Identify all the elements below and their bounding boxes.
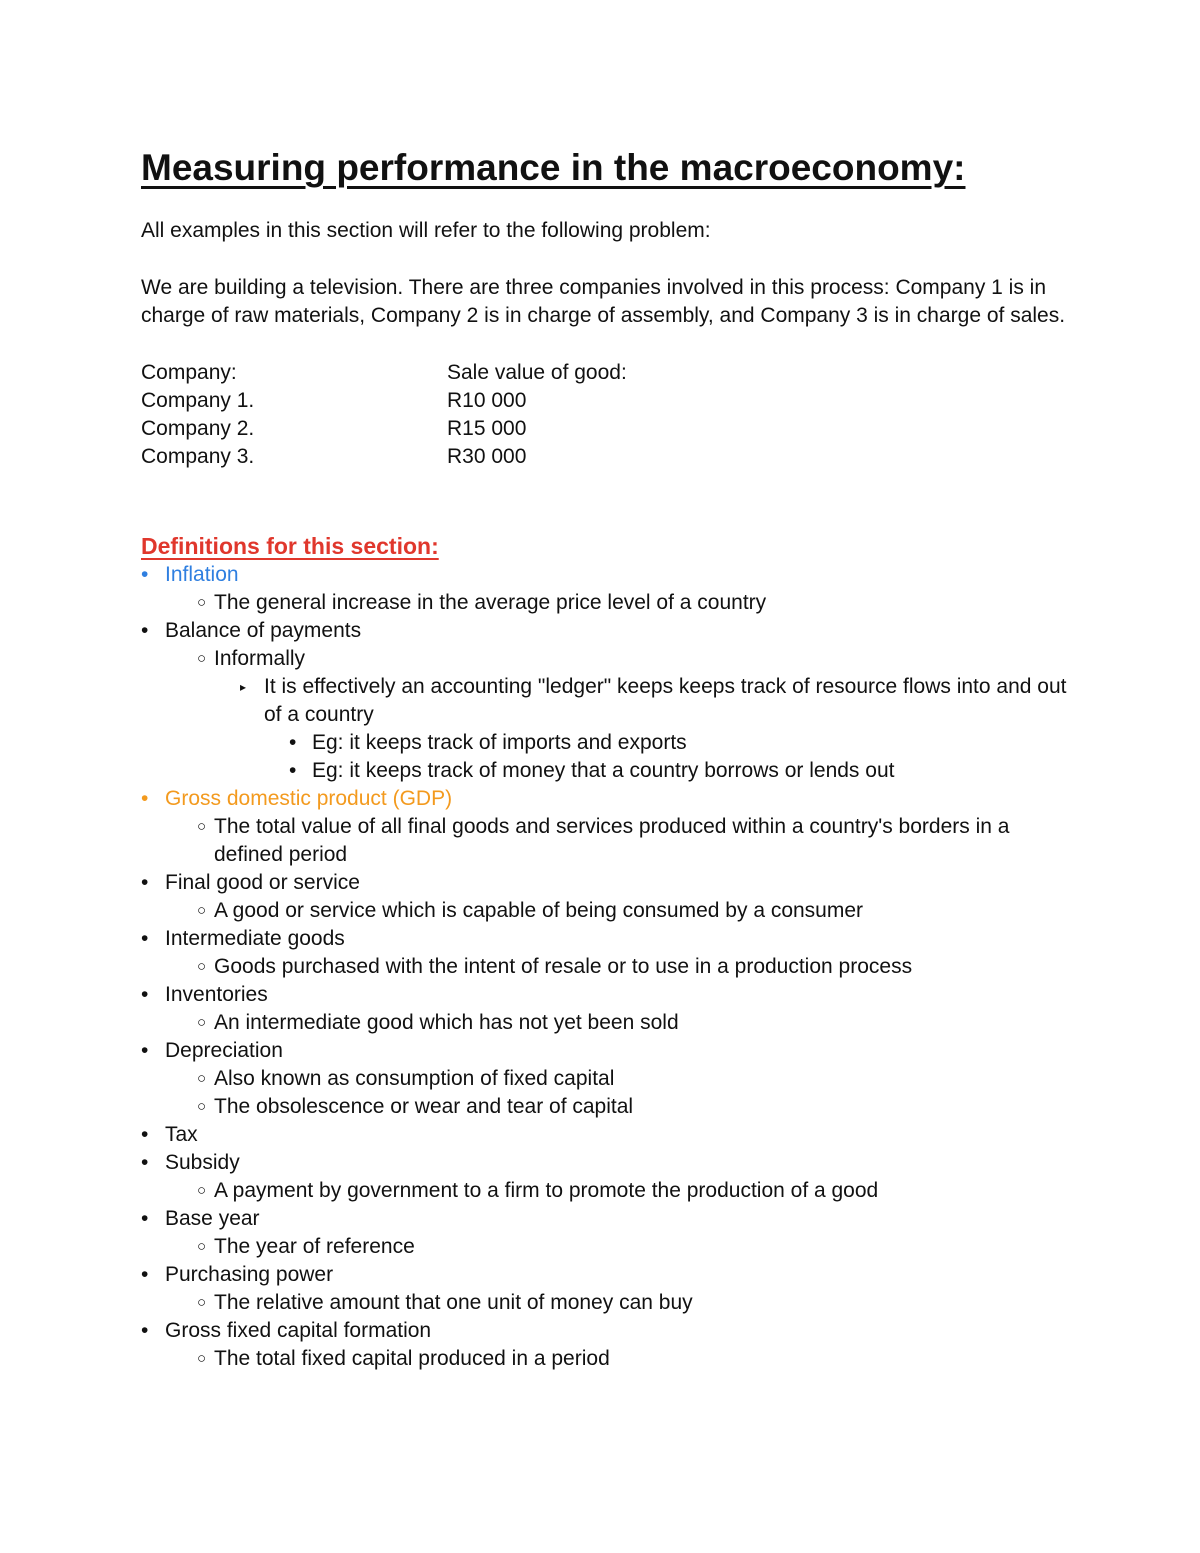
definition-item-level-1 — [141, 1149, 1081, 1177]
bullet-dot-icon: • — [141, 1263, 149, 1286]
definition-item-level-1 — [141, 1317, 1081, 1345]
document-title: Measuring performance in the macroeconomy: — [141, 147, 966, 188]
bullet-circle-icon: ○ — [197, 1350, 207, 1367]
definition-text: Gross domestic product (GDP) — [165, 787, 453, 810]
definition-text: Inventories — [165, 983, 268, 1006]
bullet-dot-icon: • — [141, 1039, 149, 1062]
document-page — [141, 140, 1081, 1373]
definition-item-level-1 — [141, 617, 1081, 645]
definition-text: Informally — [214, 647, 306, 670]
definition-text: The general increase in the average price level of a country — [214, 591, 767, 614]
definition-text: Purchasing power — [165, 1263, 334, 1286]
definition-text: Also known as consumption of fixed capital — [214, 1067, 615, 1090]
problem-text: We are building a television. There are three companies involved in this process: Company 1 is in charge of raw materials, Company 2 is in charge of assembly, and Company 3 is in charge of sales. — [141, 276, 1066, 327]
definition-item-level-1 — [141, 1261, 1081, 1289]
bullet-dot-icon: • — [141, 1151, 149, 1174]
sale-value: R15 000 — [447, 417, 527, 440]
bullet-circle-icon: ○ — [197, 1294, 207, 1311]
definition-item-level-2 — [141, 1345, 1081, 1373]
definition-item-level-4 — [141, 729, 1081, 757]
definitions-heading: Definitions for this section: — [141, 533, 439, 559]
bullet-circle-icon: ○ — [197, 1238, 207, 1255]
definition-text: Gross fixed capital formation — [165, 1319, 432, 1342]
definition-item-level-2 — [141, 1233, 1081, 1261]
definition-item-level-2 — [141, 1093, 1081, 1121]
definition-text: Eg: it keeps track of money that a country borrows or lends out — [312, 759, 895, 782]
table-row — [141, 443, 1081, 471]
definitions-list — [141, 561, 1081, 1373]
definition-text: Base year — [165, 1207, 260, 1230]
definition-text: The total value of all final goods and services produced within a country's borders in a defined period — [214, 815, 1010, 866]
bullet-dot-icon: • — [289, 731, 297, 754]
definition-item-level-1 — [141, 925, 1081, 953]
bullet-circle-icon: ○ — [197, 594, 207, 611]
definition-text: Tax — [165, 1123, 198, 1146]
definition-text: An intermediate good which has not yet been sold — [214, 1011, 679, 1034]
definition-item-level-2 — [141, 953, 1081, 981]
table-header — [141, 359, 1081, 387]
bullet-circle-icon: ○ — [197, 1014, 207, 1031]
definition-item-level-2 — [141, 897, 1081, 925]
definition-text: Balance of payments — [165, 619, 362, 642]
definition-text: The relative amount that one unit of money can buy — [214, 1291, 693, 1314]
company-name: Company 3. — [141, 445, 255, 468]
definition-item-level-1 — [141, 1121, 1081, 1149]
definition-item-level-1 — [141, 869, 1081, 897]
definition-text: Depreciation — [165, 1039, 283, 1062]
intro-text: All examples in this section will refer to the following problem: — [141, 219, 711, 242]
definition-text: Final good or service — [165, 871, 360, 894]
bullet-dot-icon: • — [141, 619, 149, 642]
definition-item-level-2 — [141, 1065, 1081, 1093]
definition-item-level-1 — [141, 1037, 1081, 1065]
definition-text: It is effectively an accounting "ledger" keeps keeps track of resource flows into and out of a country — [264, 675, 1067, 726]
bullet-dot-icon: • — [141, 1319, 149, 1342]
bullet-dot-icon: • — [141, 563, 149, 586]
bullet-dot-icon: • — [141, 983, 149, 1006]
definition-text: A good or service which is capable of being consumed by a consumer — [214, 899, 864, 922]
definition-text: Goods purchased with the intent of resale or to use in a production process — [214, 955, 913, 978]
definition-text: The obsolescence or wear and tear of capital — [214, 1095, 634, 1118]
definition-text: Subsidy — [165, 1151, 240, 1174]
definition-item-level-1 — [141, 981, 1081, 1009]
bullet-circle-icon: ○ — [197, 818, 207, 835]
definition-item-level-2 — [141, 1289, 1081, 1317]
definition-text: Intermediate goods — [165, 927, 345, 950]
definition-item-level-2 — [141, 1177, 1081, 1205]
company-name: Company 1. — [141, 389, 255, 412]
definition-text: The total fixed capital produced in a period — [214, 1347, 610, 1370]
definition-item-level-2 — [141, 813, 1081, 869]
bullet-dot-icon: • — [289, 759, 297, 782]
definition-item-level-2 — [141, 1009, 1081, 1037]
bullet-dot-icon: • — [141, 1207, 149, 1230]
definition-text: Eg: it keeps track of imports and exports — [312, 731, 687, 754]
sale-value: R10 000 — [447, 389, 527, 412]
definition-item-level-1 — [141, 561, 1081, 589]
definition-text: The year of reference — [214, 1235, 415, 1258]
bullet-dot-icon: • — [141, 787, 149, 810]
bullet-circle-icon: ○ — [197, 1070, 207, 1087]
bullet-dot-icon: • — [141, 871, 149, 894]
definition-item-level-1 — [141, 785, 1081, 813]
sale-value: R30 000 — [447, 445, 527, 468]
definition-item-level-4 — [141, 757, 1081, 785]
table-row — [141, 415, 1081, 443]
bullet-circle-icon: ○ — [197, 1182, 207, 1199]
definition-text: Inflation — [165, 563, 239, 586]
bullet-dot-icon: • — [141, 927, 149, 950]
header-company: Company: — [141, 361, 237, 384]
definition-item-level-1 — [141, 1205, 1081, 1233]
definition-text: A payment by government to a firm to promote the production of a good — [214, 1179, 879, 1202]
definition-item-level-3 — [141, 673, 1081, 729]
bullet-circle-icon: ○ — [197, 958, 207, 975]
definition-item-level-2 — [141, 589, 1081, 617]
bullet-circle-icon: ○ — [197, 650, 207, 667]
company-name: Company 2. — [141, 417, 255, 440]
bullet-dot-icon: • — [141, 1123, 149, 1146]
header-sale-value: Sale value of good: — [447, 361, 627, 384]
company-table — [141, 359, 1081, 471]
bullet-arrow-icon: ▸ — [240, 680, 247, 694]
bullet-circle-icon: ○ — [197, 1098, 207, 1115]
table-row — [141, 387, 1081, 415]
bullet-circle-icon: ○ — [197, 902, 207, 919]
definition-item-level-2 — [141, 645, 1081, 673]
